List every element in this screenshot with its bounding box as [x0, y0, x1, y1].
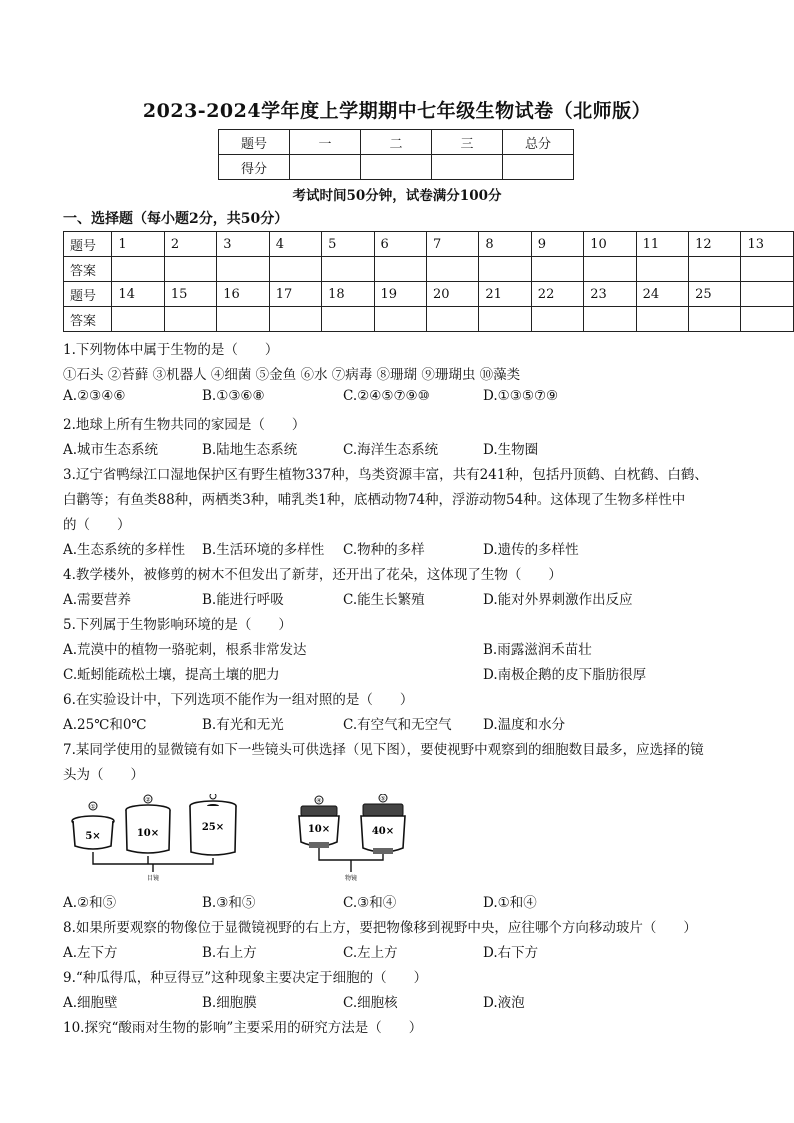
score-cell[interactable]: [503, 155, 574, 180]
grid-label: 题号: [64, 282, 112, 307]
option[interactable]: C.②④⑤⑦⑨⑩: [343, 388, 430, 404]
eyepiece-num: ①: [90, 803, 96, 811]
option[interactable]: C.左上方: [343, 945, 398, 961]
option[interactable]: C.蚯蚓能疏松土壤，提高土壤的肥力: [63, 667, 280, 683]
objective-5: [361, 794, 405, 854]
score-table: [218, 129, 574, 180]
option[interactable]: C.③和④: [343, 895, 397, 911]
option[interactable]: B.③和⑤: [202, 895, 256, 911]
question-number-cell: 25: [689, 282, 741, 307]
question-number-cell: 3: [217, 232, 269, 257]
question-stem: 6.在实验设计中，下列选项不能作为一组对照的是（ ）: [63, 692, 414, 708]
option[interactable]: D.遗传的多样性: [483, 542, 579, 558]
answer-cell[interactable]: [479, 257, 531, 282]
score-cell[interactable]: [290, 155, 361, 180]
answer-cell[interactable]: [217, 307, 269, 332]
eyepiece-label: 目镜: [146, 875, 160, 882]
question-stem: 2.地球上所有生物共同的家园是（ ）: [63, 417, 306, 433]
question-extra: ①石头 ②苔藓 ③机器人 ④细菌 ⑤金鱼 ⑥水 ⑦病毒 ⑧珊瑚 ⑨珊瑚虫 ⑩藻类: [63, 367, 521, 383]
objective-label: 物镜: [344, 875, 358, 882]
option[interactable]: B.①③⑥⑧: [202, 388, 265, 404]
answer-cell[interactable]: [584, 307, 636, 332]
option[interactable]: B.生活环境的多样性: [202, 542, 325, 558]
question-number-cell: [741, 282, 794, 307]
option[interactable]: D.右下方: [483, 945, 539, 961]
grid-label: 答案: [64, 257, 112, 282]
answer-cell[interactable]: [164, 257, 216, 282]
answer-grid: [63, 231, 794, 332]
section-title: 一、选择题（每小题2分，共50分）: [63, 211, 289, 227]
question-number-cell: 15: [164, 282, 216, 307]
objective-mag: 40×: [371, 826, 395, 837]
question-number-cell: 21: [479, 282, 531, 307]
question-number-cell: 16: [217, 282, 269, 307]
answer-cell[interactable]: [322, 257, 374, 282]
microscope-lens-figure: [63, 794, 483, 884]
option[interactable]: D.①③⑤⑦⑨: [483, 388, 559, 404]
answer-cell[interactable]: [479, 307, 531, 332]
option[interactable]: A.左下方: [63, 945, 118, 961]
question-stem: 1.下列物体中属于生物的是（ ）: [63, 342, 279, 358]
score-header: 题号: [219, 130, 290, 155]
question-number-cell: 2: [164, 232, 216, 257]
score-cell[interactable]: [361, 155, 432, 180]
question-stem: 10.探究“酸雨对生物的影响”主要采用的研究方法是（ ）: [63, 1020, 423, 1036]
answer-cell[interactable]: [531, 307, 583, 332]
question-number-cell: 17: [269, 282, 321, 307]
answer-cell[interactable]: [269, 307, 321, 332]
answer-cell[interactable]: [112, 307, 164, 332]
question-stem: 7.某同学使用的显微镜有如下一些镜头可供选择（见下图），要使视野中观察到的细胞数目最多，应选择的镜: [63, 742, 704, 758]
question-number-cell: 6: [374, 232, 426, 257]
answer-cell[interactable]: [584, 257, 636, 282]
score-cell[interactable]: [432, 155, 503, 180]
objective-4: [299, 796, 339, 848]
question-number-cell: 9: [531, 232, 583, 257]
option[interactable]: B.细胞膜: [202, 995, 257, 1011]
score-header: 总分: [503, 130, 574, 155]
question-number-cell: 8: [479, 232, 531, 257]
option[interactable]: A.②③④⑥: [63, 388, 126, 404]
answer-cell[interactable]: [741, 307, 794, 332]
answer-cell[interactable]: [374, 307, 426, 332]
question-number-cell: 14: [112, 282, 164, 307]
eyepiece-num: ②: [145, 796, 151, 804]
option[interactable]: A.②和⑤: [63, 895, 117, 911]
option[interactable]: A.细胞壁: [63, 995, 118, 1011]
answer-cell[interactable]: [164, 307, 216, 332]
option[interactable]: D.温度和水分: [483, 717, 566, 733]
exam-info: 考试时间50分钟，试卷满分100分: [292, 188, 502, 204]
option[interactable]: D.液泡: [483, 995, 525, 1011]
eyepiece-mag: 10×: [136, 828, 160, 839]
eyepiece-1: [72, 802, 114, 849]
option[interactable]: A.城市生态系统: [63, 442, 159, 458]
option[interactable]: C.海洋生态系统: [343, 442, 439, 458]
question-number-cell: 24: [636, 282, 688, 307]
score-header: 一: [290, 130, 361, 155]
question-number-cell: 19: [374, 282, 426, 307]
question-number-cell: 10: [584, 232, 636, 257]
question-stem: 8.如果所要观察的物像位于显微镜视野的右上方，要把物像移到视野中央，应往哪个方向移动玻片（ ）: [63, 920, 697, 936]
score-header: 三: [432, 130, 503, 155]
option[interactable]: A.25℃和0℃: [63, 717, 147, 733]
option[interactable]: A.需要营养: [63, 592, 132, 608]
question-number-cell: 5: [322, 232, 374, 257]
question-number-cell: 18: [322, 282, 374, 307]
option[interactable]: C.能生长繁殖: [343, 592, 425, 608]
question-stem-cont: 头为（ ）: [63, 767, 144, 783]
grid-label: 题号: [64, 232, 112, 257]
option[interactable]: B.陆地生态系统: [202, 442, 298, 458]
answer-cell[interactable]: [322, 307, 374, 332]
question-number-cell: 11: [636, 232, 688, 257]
answer-cell[interactable]: [374, 257, 426, 282]
question-number-cell: 22: [531, 282, 583, 307]
answer-cell[interactable]: [269, 257, 321, 282]
answer-cell[interactable]: [112, 257, 164, 282]
question-number-cell: 1: [112, 232, 164, 257]
option[interactable]: A.荒漠中的植物一骆驼刺，根系非常发达: [63, 642, 307, 658]
eyepiece-mag: 25×: [201, 822, 225, 833]
objective-num: ⑤: [380, 795, 386, 803]
option[interactable]: D.生物圈: [483, 442, 539, 458]
objective-mag: 10×: [307, 824, 331, 835]
eyepiece-2: [126, 795, 170, 853]
option[interactable]: B.右上方: [202, 945, 257, 961]
answer-cell[interactable]: [636, 257, 688, 282]
question-stem: 5.下列属于生物影响环境的是（ ）: [63, 617, 292, 633]
option[interactable]: C.细胞核: [343, 995, 398, 1011]
option[interactable]: B.能进行呼吸: [202, 592, 284, 608]
question-number-cell: 12: [689, 232, 741, 257]
exam-title: 2023-2024学年度上学期期中七年级生物试卷（北师版）: [142, 100, 652, 122]
score-row-label: 得分: [219, 155, 290, 180]
question-number-cell: 13: [741, 232, 794, 257]
answer-cell[interactable]: [426, 307, 478, 332]
option[interactable]: B.雨露滋润禾苗壮: [483, 642, 592, 658]
answer-cell[interactable]: [217, 257, 269, 282]
option[interactable]: C.物种的多样: [343, 542, 425, 558]
grid-label: 答案: [64, 307, 112, 332]
option[interactable]: D.南极企鹅的皮下脂肪很厚: [483, 667, 647, 683]
option[interactable]: C.有空气和无空气: [343, 717, 452, 733]
option[interactable]: A.生态系统的多样性: [63, 542, 186, 558]
answer-cell[interactable]: [636, 307, 688, 332]
question-stem: 9.“种瓜得瓜，种豆得豆”这种现象主要决定于细胞的（ ）: [63, 970, 428, 986]
question-number-cell: 20: [426, 282, 478, 307]
eyepiece-mag: 5×: [85, 831, 101, 842]
option[interactable]: B.有光和无光: [202, 717, 284, 733]
question-stem-cont: 白鹳等；有鱼类88种，两栖类3种，哺乳类1种，底栖动物74种，浮游动物54种。这体现了生物多样性中: [63, 492, 686, 508]
answer-cell[interactable]: [426, 257, 478, 282]
question-number-cell: 23: [584, 282, 636, 307]
answer-cell[interactable]: [689, 257, 741, 282]
objective-num: ④: [316, 797, 322, 805]
question-number-cell: 4: [269, 232, 321, 257]
question-stem: 3.辽宁省鸭绿江口湿地保护区有野生植物337种，鸟类资源丰富，共有241种，包括丹顶鹤、白枕鹤、白鹤、: [63, 467, 708, 483]
option[interactable]: D.能对外界刺激作出反应: [483, 592, 633, 608]
question-stem: 4.教学楼外，被修剪的树木不但发出了新芽，还开出了花朵，这体现了生物（ ）: [63, 567, 562, 583]
question-number-cell: 7: [426, 232, 478, 257]
answer-cell[interactable]: [689, 307, 741, 332]
eyepiece-3: [190, 794, 236, 855]
option[interactable]: D.①和④: [483, 895, 537, 911]
answer-cell[interactable]: [741, 257, 794, 282]
answer-cell[interactable]: [531, 257, 583, 282]
score-header: 二: [361, 130, 432, 155]
question-stem-cont: 的（ ）: [63, 517, 131, 533]
